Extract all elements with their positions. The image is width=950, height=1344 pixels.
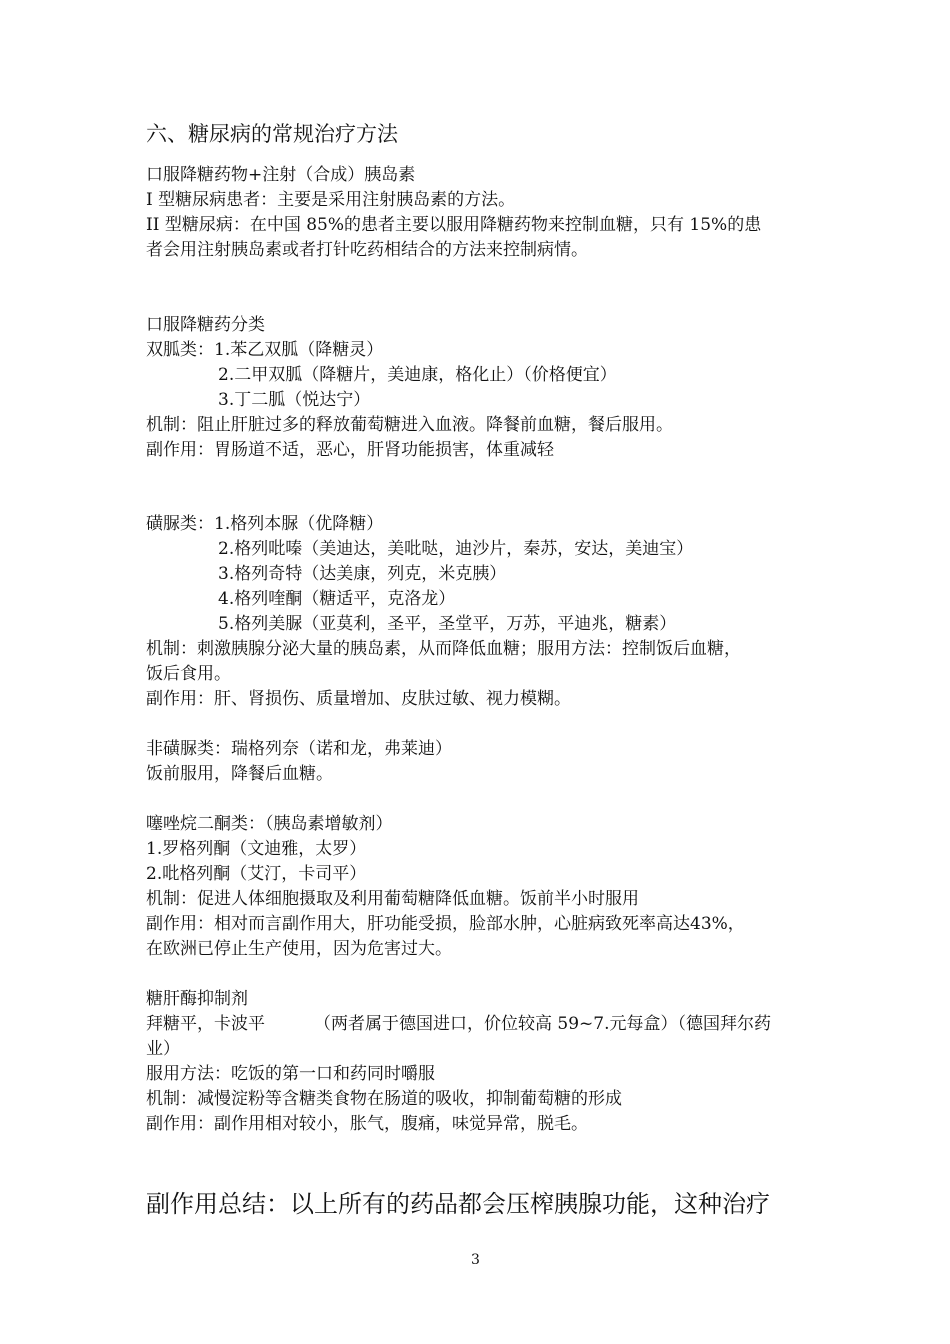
sulfonylurea-item: 3.格列奇特（达美康，列克，米克胰） <box>218 564 507 584</box>
biguanide-item: 2.二甲双胍（降糖片，美迪康，格化止）（价格便宜） <box>218 365 617 385</box>
tzd-side-effect: 在欧洲已停止生产使用，因为危害过大。 <box>146 939 452 959</box>
intro-line: II 型糖尿病：在中国 85%的患者主要以服用降糖药物来控制血糖，只有 15%的患 <box>146 215 762 235</box>
glucosidase-mechanism: 机制：减慢淀粉等含糖类食物在肠道的吸收，抑制葡萄糖的形成 <box>146 1089 622 1109</box>
glucosidase-names: 拜糖平，卡波平 <box>146 1014 265 1034</box>
sulfonylurea-mechanism: 机制：刺激胰腺分泌大量的胰岛素，从而降低血糖；服用方法：控制饭后血糖， <box>146 639 741 659</box>
non-sulfonylurea-line: 饭前服用，降餐后血糖。 <box>146 764 333 784</box>
tzd-side-effect: 副作用：相对而言副作用大，肝功能受损，脸部水肿，心脏病致死率高达43%， <box>146 914 745 934</box>
glucosidase-note: 业） <box>146 1039 180 1059</box>
summary: 副作用总结：以上所有的药品都会压榨胰腺功能，这种治疗 <box>146 1190 770 1218</box>
page-number: 3 <box>471 1252 480 1268</box>
tzd-heading: 噻唑烷二酮类：（胰岛素增敏剂） <box>146 814 393 834</box>
sulfonylurea-item: 5.格列美脲（亚莫利，圣平，圣堂平，万苏，平迪兆，糖素） <box>218 614 677 634</box>
sulfonylurea-item: 磺脲类：1.格列本脲（优降糖） <box>146 514 384 534</box>
biguanide-item: 双胍类：1.苯乙双胍（降糖灵） <box>146 340 384 360</box>
biguanide-item: 3.丁二胍（悦达宁） <box>218 390 371 410</box>
sulfonylurea-item: 4.格列喹酮（糖适平，克洛龙） <box>218 589 456 609</box>
sulfonylurea-item: 2.格列吡嗪（美迪达，美吡哒，迪沙片，秦苏，安达，美迪宝） <box>218 539 694 559</box>
intro-line: 口服降糖药物+注射（合成）胰岛素 <box>146 165 416 185</box>
intro-line: 者会用注射胰岛素或者打针吃药相结合的方法来控制病情。 <box>146 240 588 260</box>
glucosidase-side-effect: 副作用：副作用相对较小，胀气，腹痛，味觉异常，脱毛。 <box>146 1114 588 1134</box>
tzd-item: 1.罗格列酮（文迪雅，太罗） <box>146 839 367 859</box>
intro-line: I 型糖尿病患者：主要是采用注射胰岛素的方法。 <box>146 190 516 210</box>
biguanide-mechanism: 机制：阻止肝脏过多的释放葡萄糖进入血液。降餐前血糖，餐后服用。 <box>146 415 673 435</box>
non-sulfonylurea-line: 非磺脲类：瑞格列奈（诺和龙，弗莱迪） <box>146 739 452 759</box>
glucosidase-note: （两者属于德国进口，价位较高 59~7.元每盒）（德国拜尔药 <box>314 1014 771 1034</box>
sulfonylurea-mechanism: 饭后食用。 <box>146 664 231 684</box>
biguanide-side-effect: 副作用：胃肠道不适，恶心，肝肾功能损害，体重减轻 <box>146 440 554 460</box>
tzd-item: 2.吡格列酮（艾汀，卡司平） <box>146 864 367 884</box>
classification-heading: 口服降糖药分类 <box>146 315 265 335</box>
glucosidase-usage: 服用方法：吃饭的第一口和药同时嚼服 <box>146 1064 435 1084</box>
tzd-mechanism: 机制：促进人体细胞摄取及利用葡萄糖降低血糖。饭前半小时服用 <box>146 889 639 909</box>
glucosidase-heading: 糖肝酶抑制剂 <box>146 989 248 1009</box>
sulfonylurea-side-effect: 副作用：肝、肾损伤、质量增加、皮肤过敏、视力模糊。 <box>146 689 571 709</box>
section-title: 六、糖尿病的常规治疗方法 <box>146 122 398 146</box>
